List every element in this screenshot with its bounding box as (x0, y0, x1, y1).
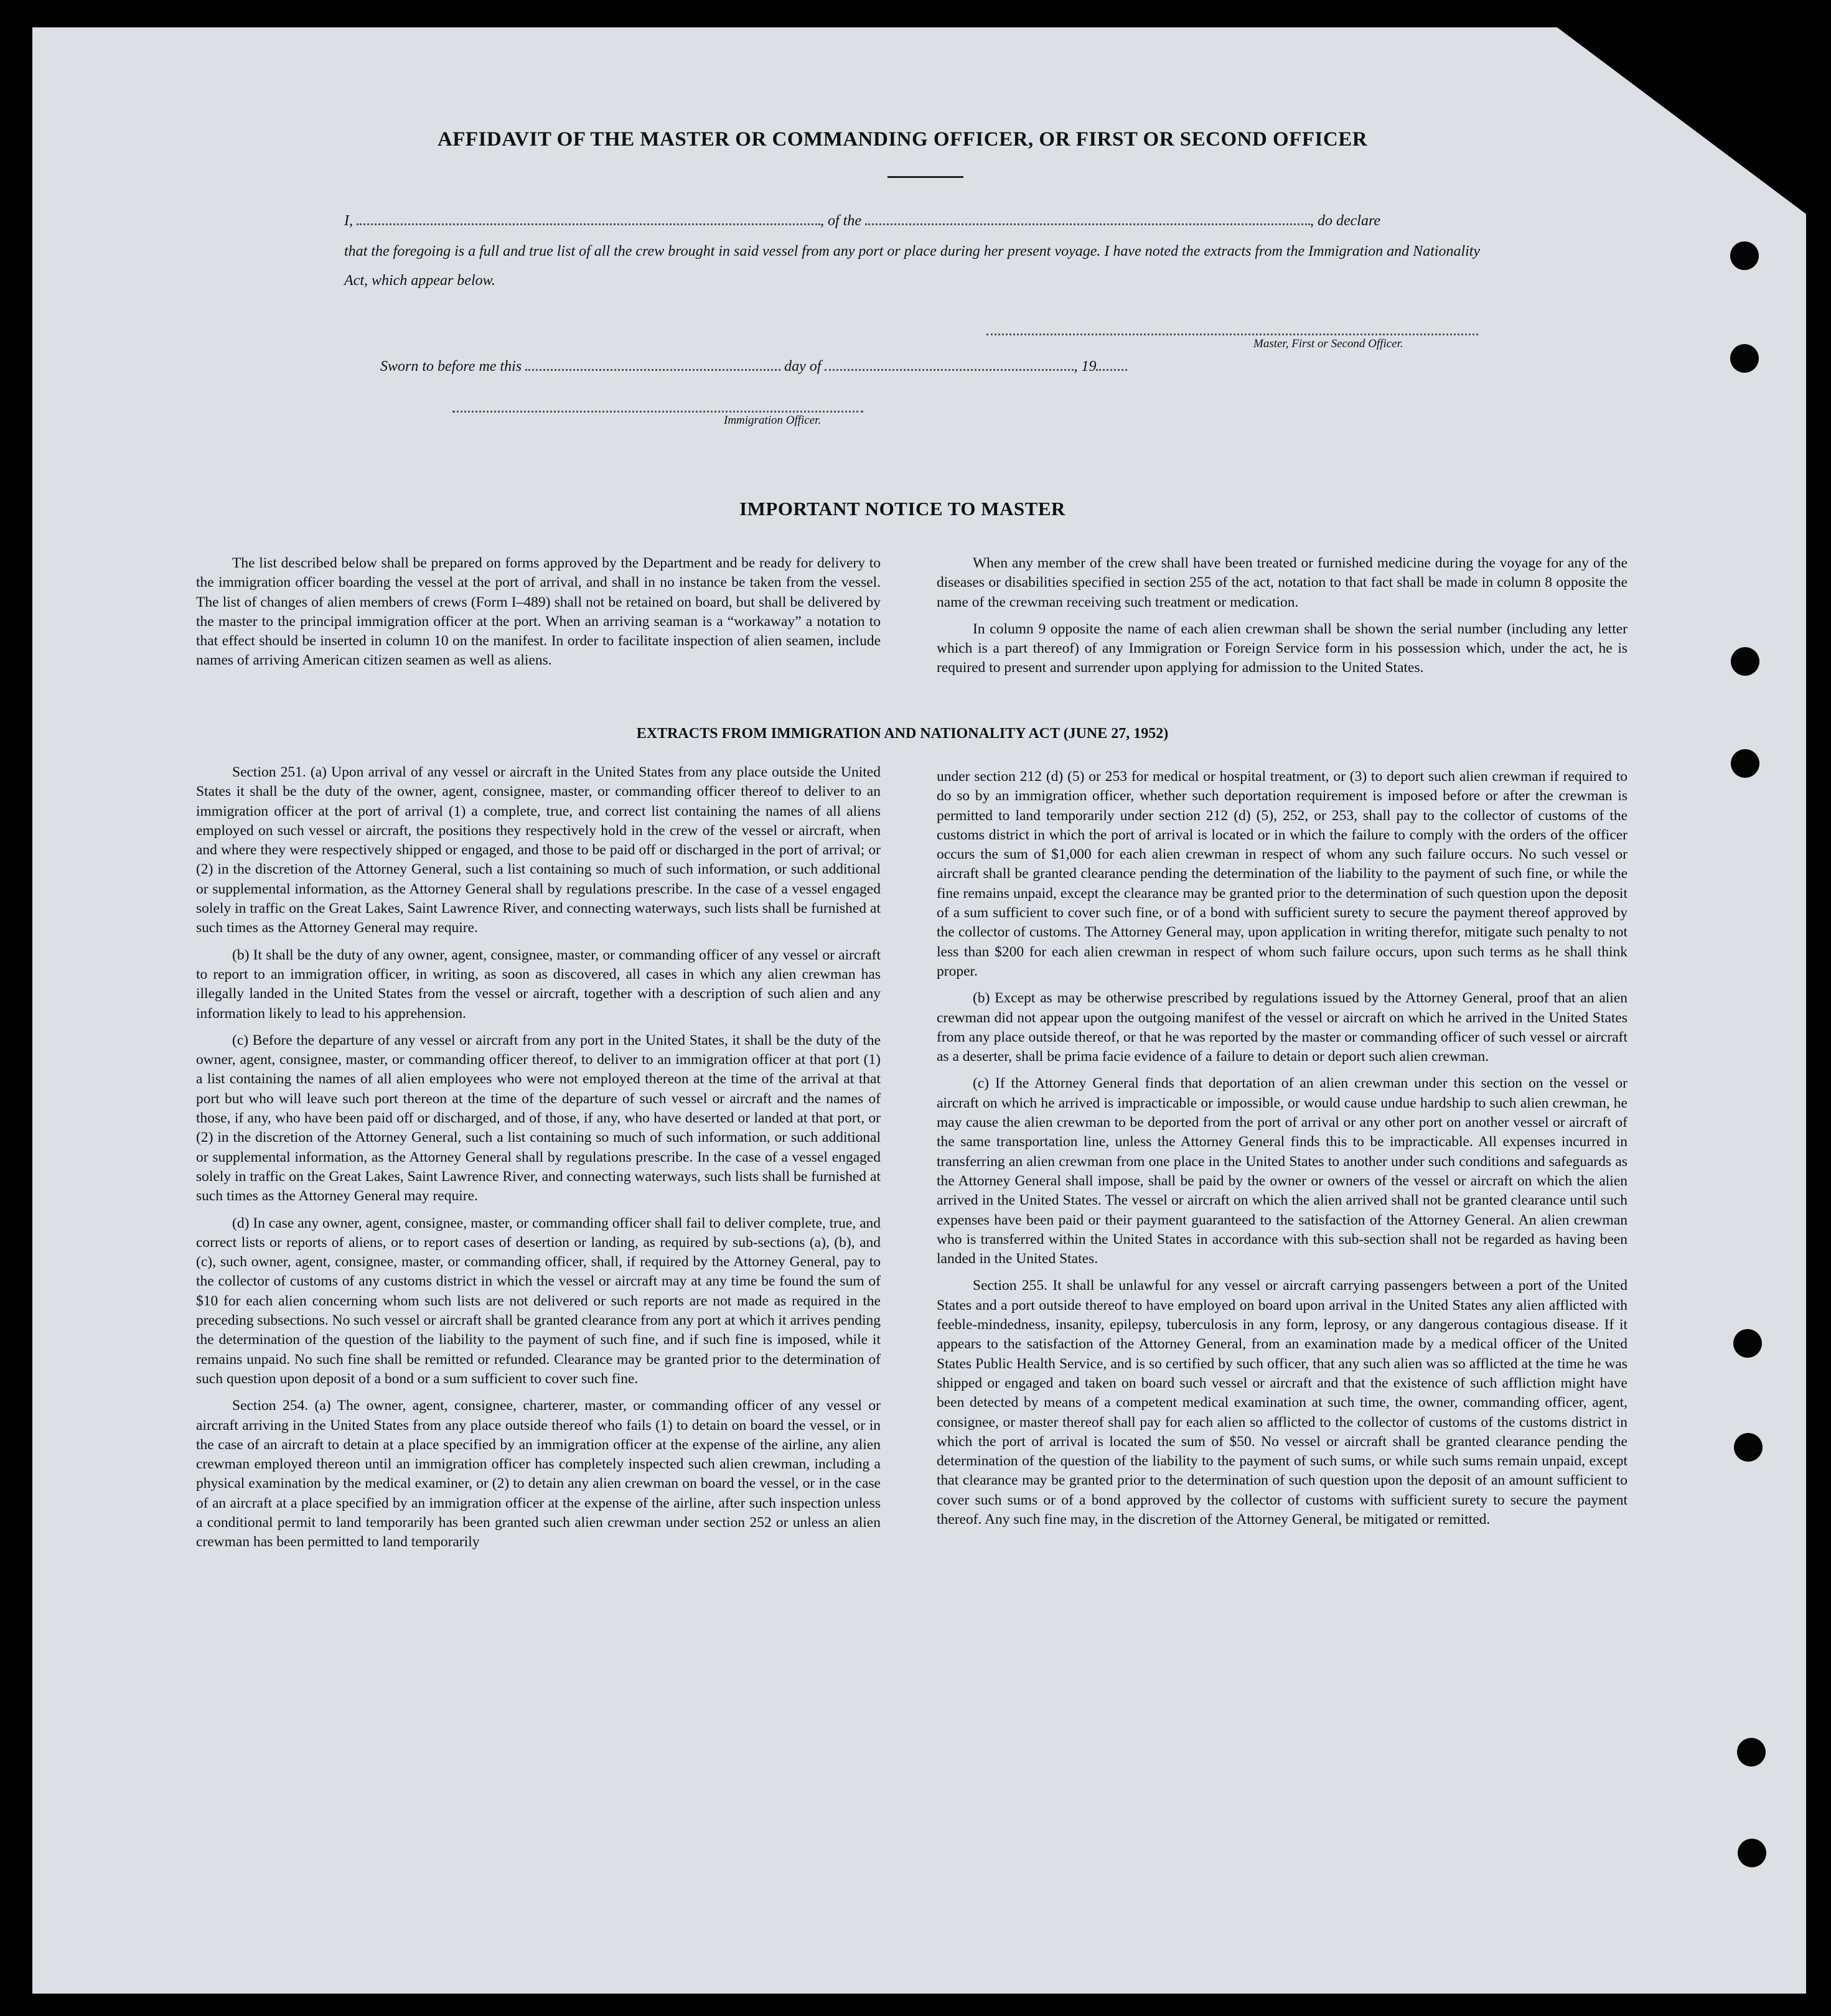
label-i: I, (344, 213, 353, 229)
extracts-right-column (937, 767, 1627, 1537)
master-caption: Master, First or Second Officer. (1253, 337, 1403, 350)
label-sworn: Sworn to before me this (380, 358, 522, 375)
affidavit-title: AFFIDAVIT OF THE MASTER OR COMMANDING OFFICER, OR FIRST OR SECOND OFFICER (437, 128, 1368, 151)
name-field[interactable] (357, 221, 820, 225)
declarant-line (344, 213, 1380, 230)
section-paragraph: (b) Except as may be otherwise prescribed by regulations issued by the Attorney General, proof that an alien crewman did not appear upon the outgoing manifest of the vessel or aircraft on which he arrived in the United States from any place outside thereof, or that he was reported by the master or commanding officer of such vessel or aircraft as a deserter, shall be prima facie evidence of a failure to detain or deport such alien crewman. (937, 990, 1627, 1065)
notice-paragraph: In column 9 opposite the name of each alien crewman shall be shown the serial number (including any letter which is a part thereof) of any Immigration or Foreign Service form in his possession which, under the act, he is required to present and surrender upon applying for admission to the United States. (937, 620, 1627, 676)
officer-caption: Immigration Officer. (724, 414, 822, 427)
vessel-field[interactable] (865, 221, 1310, 225)
extracts-title: EXTRACTS FROM IMMIGRATION AND NATIONALITY ACT (JUNE 27, 1952) (636, 726, 1169, 742)
section-paragraph: (d) In case any owner, agent, consignee, master, or commanding officer shall fail to deliver complete, true, and correct lists or reports of aliens, or to report cases of desertion or landing, as required by sub-sections (a), (b), and (c), such owner, agent, consignee, master, or commanding officer, shall, if required by the Attorney General, pay to the collector of customs of any customs district in which the vessel or aircraft may at any time be found the sum of $10 for each alien concerning whom such lists are not delivered or such reports are not made as required in the preceding subsections. No such vessel or aircraft shall be granted clearance from any port at which it arrives pending the determination of the question of the liability to the payment of such fine, and if such fine is imposed, while it remains unpaid. No such fine shall be remitted or refunded. Clearance may be granted prior to the determination of such question upon deposit of a bond or a sum sufficient to cover such fine. (196, 1215, 881, 1387)
label-year: , 19 (1074, 358, 1097, 375)
punch-hole (1731, 749, 1759, 778)
section-paragraph: (c) If the Attorney General finds that deportation of an alien crewman under this section on the vessel or aircraft on which he arrived is impracticable or impossible, or would cause undue hardship to such alien crewman, he may cause the alien crewman to be deported from the port of arrival or any other port on another vessel or aircraft of the same transportation line, unless the Attorney General finds this to be impracticable. All expenses incurred in transferring an alien crewman from one place in the United States to another under such conditions and safeguards as the Attorney General shall impose, shall be paid by the owner or owners of the vessel or aircraft on which the alien arrived in the United States. The vessel or aircraft on which the alien arrived shall not be granted clearance until such expenses have been paid or their payment guaranteed to the satisfaction of the Attorney General. An alien crewman who is transferred within the United States in accordance with this sub-section shall not be regarded as having been landed in the United States. (937, 1075, 1627, 1267)
declaration-text: that the foregoing is a full and true list of all the crew brought in said vessel from any port or place during her present voyage. I have noted the extracts from the Immigration and Nationality Act, which appear below. (344, 243, 1481, 289)
section-paragraph: Section 254. (a) The owner, agent, consignee, charterer, master, or commanding officer of any vessel or aircraft arriving in the United States from any place outside thereof who fails (1) to detain on board the vessel, or in the case of an aircraft to detain at a place specified by an immigration officer at the expense of the airline, any alien crewman employed thereon until an immigration officer has completely inspected such alien crewman, including a physical examination by the medical examiner, or (2) to detain any alien crewman on board the vessel, or in the case of an aircraft at a place specified by an immigration officer at the expense of the airline, after such inspection unless a conditional permit to land temporarily has been granted such alien crewman under section 252 or unless an alien crewman has been permitted to land temporarily (196, 1398, 881, 1551)
section-paragraph: (c) Before the departure of any vessel or aircraft from any port in the United States, it shall be the duty of the owner, agent, consignee, master, or commanding officer thereof, to deliver to an immigration officer at that port (1) a list containing the names of all alien employees who were not employed thereon at the time of the arrival at that port but who will leave such port thereon at the time of the departure of such vessel or aircraft and the names of those, if any, who have been paid off or discharged, and of those, if any, who have deserted or landed at that port, or (2) in the discretion of the Attorney General, such a list containing so much of such information, or such additional or supplemental information, as the Attorney General shall by regulations prescribe. In the case of a vessel engaged solely in traffic on the Great Lakes, Saint Lawrence River, and connecting waterways, such lists shall be furnished at such times as the Attorney General may require. (196, 1032, 881, 1205)
label-do-declare: , do declare (1310, 213, 1381, 229)
section-paragraph: (b) It shall be the duty of any owner, agent, consignee, master, or commanding officer of any vessel or aircraft to report to an immigration officer, in writing, as soon as discovered, all cases in which any alien crewman has illegally landed in the United States from the vessel or aircraft, together with a description of such alien and any information likely to lead to his apprehension. (196, 946, 881, 1022)
year-field[interactable] (1096, 366, 1127, 371)
label-of-the: , of the (820, 213, 861, 229)
section-paragraph: under section 212 (d) (5) or 253 for medical or hospital treatment, or (3) to deport such alien crewman if required to do so by an immigration officer, whether such deportation requirement is imposed before or after the crewman is permitted to land temporarily under section 212 (d) (5), 252, or 253, shall pay to the collector of customs of the customs district in which the port of arrival is located or in which the failure to comply with the orders of the officer occurs the sum of $1,000 for each alien crewman in respect of whom any such failure occurs. No such vessel or aircraft shall be granted clearance pending the determination of the liability to the payment of such fine, or while the fine remains unpaid, except the clearance may be granted prior to the determination of such question upon the deposit of a sum sufficient to cover such fine, or of a bond with sufficient surety to secure the payment thereof approved by the collector of customs. The Attorney General may, upon application in writing therefor, mitigate such penalty to not less than $200 for each alien crewman in respect of whom such failure occurs, upon such terms as he shall think proper. (937, 768, 1627, 979)
notice-left-column (196, 554, 881, 678)
notice-right-column (937, 554, 1627, 686)
notice-title: IMPORTANT NOTICE TO MASTER (739, 498, 1065, 520)
sworn-day-field[interactable] (525, 366, 780, 371)
label-day-of: day of (784, 358, 822, 375)
punch-hole (1737, 1738, 1766, 1766)
notice-paragraph: When any member of the crew shall have been treated or furnished medicine during the voyage for any of the diseases or disabilities specified in section 255 of the act, notation to that fact shall be made in column 8 opposite the name of the crewman receiving such treatment or medication. (937, 555, 1627, 610)
punch-hole (1731, 647, 1759, 676)
sworn-month-field[interactable] (825, 366, 1074, 371)
sworn-line (380, 358, 1127, 375)
section-paragraph: Section 251. (a) Upon arrival of any vessel or aircraft in the United States from any place outside the United States it shall be the duty of the owner, agent, consignee, master, or commanding officer thereof to deliver to an immigration officer at the port of arrival (1) a complete, true, and correct list containing the names of all aliens employed on such vessel or aircraft, the positions they respectively hold in the crew of the vessel or aircraft, when and where they were respectively shipped or engaged, and those to be paid off or discharged in the port of arrival; or (2) in the discretion of the Attorney General, such a list containing so much of such information, or such additional or supplemental information, as the Attorney General shall by regulations prescribe. In the case of a vessel engaged solely in traffic on the Great Lakes, Saint Lawrence River, and connecting waterways, such lists shall be furnished at such times as the Attorney General may require. (196, 764, 881, 936)
master-signature-field[interactable] (986, 334, 1478, 335)
section-paragraph: Section 255. It shall be unlawful for any vessel or aircraft carrying passengers between a port of the United States and a port outside thereof to have employed on board upon arrival in the United States any alien afflicted with feeble-mindedness, insanity, epilepsy, tuberculosis in any form, leprosy, or any dangerous contagious disease. If it appears to the satisfaction of the Attorney General, from an examination made by a medical officer of the United States Public Health Service, and is so certified by such officer, that any such alien was so afflicted at the time he was shipped or engaged and taken on board such vessel or aircraft and that the existence of such affliction might have been detected by means of a competent medical examination at such time, the owner, commanding officer, agent, consignee, or master thereof shall pay for each alien so afflicted to the collector of customs of the customs district in which the port of arrival is located the sum of $50. No vessel or aircraft shall be granted clearance pending the determination of the question of the liability to the payment of such sums, or while such sums remain unpaid, except that clearance may be granted prior to the determination of such question upon the deposit of an amount sufficient to cover such sums or of a bond approved by the collector of customs with sufficient surety to secure the payment thereof. Any such fine may, in the discretion of the Attorney General, be mitigated or remitted. (937, 1277, 1627, 1528)
punch-hole (1738, 1839, 1766, 1867)
punch-hole (1730, 241, 1759, 270)
punch-hole (1734, 1433, 1763, 1462)
punch-hole (1730, 344, 1759, 373)
punch-hole (1733, 1329, 1762, 1358)
officer-signature-field[interactable] (452, 411, 863, 413)
title-rule (887, 176, 963, 178)
notice-paragraph: The list described below shall be prepared on forms approved by the Department and be ready for delivery to the immigration officer boarding the vessel at the port of arrival, and shall in no instance be taken from the vessel. The list of changes of alien members of crews (Form I–489) shall not be retained on board, but shall be delivered by the master to the principal immigration officer at the port. When an arriving seaman is a “workaway” a notation to that effect should be inserted in column 10 on the manifest. In order to facilitate inspection of alien seamen, include names of arriving American citizen seamen as well as aliens. (196, 555, 881, 669)
extracts-left-column (196, 763, 881, 1560)
